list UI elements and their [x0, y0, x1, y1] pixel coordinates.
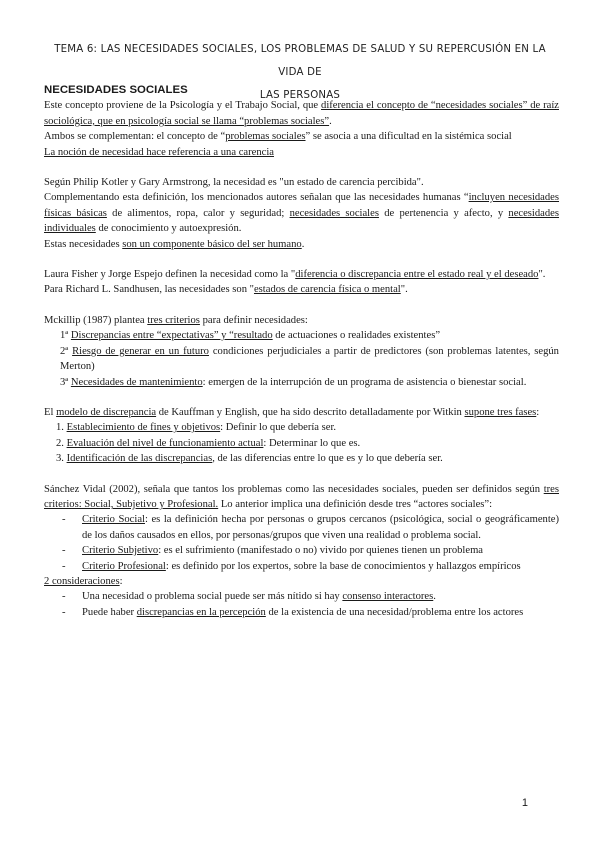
- list-item: - Una necesidad o problema social puede ser más nítido si hay consenso interactores.: [62, 591, 436, 603]
- list-item: - Puede haber discrepancias en la percepción de la existencia de una necesidad/problema entre los actores: [62, 606, 524, 618]
- list-item: 3. Identificación de las discrepancias, de las diferencias entre lo que es y lo que debería ser.: [56, 453, 443, 465]
- paragraph-human-needs: Complementando esta definición, los mencionados autores señalan que las necesidades humanas “incluyen necesidades físicas básicas de alimentos, ropa, calor y seguridad; necesidades sociales de pertenencia y afecto, y necesidades individuales de conocimiento y autoexpresión.: [44, 192, 560, 235]
- section-heading: NECESIDADES SOCIALES: [44, 84, 188, 96]
- paragraph-considerations: 2 consideraciones:: [44, 575, 123, 587]
- list-item: 1ª Discrepancias entre “expectativas” y “resultado de actuaciones o realidades existentes”: [60, 330, 441, 342]
- list-item: - Criterio Profesional: es definido por los expertos, sobre la base de conocimientos y hallazgos empíricos: [62, 560, 521, 572]
- paragraph-complement: Ambos se complementan: el concepto de “problemas sociales” se asocia a una dificultad en la sistémica social: [44, 131, 512, 143]
- paragraph-sanchez-vidal: Sánchez Vidal (2002), señala que tantos los problemas como las necesidades sociales, pueden ser definidos según tres criterios: Social, Subjetivo y Profesional. Lo anterior implica una definición desde tres “actores sociales”:: [44, 483, 559, 510]
- list-item: 2ª Riesgo de generar en un futuro condiciones perjudiciales a partir de predictores (son problemas latentes, según Merton): [60, 345, 559, 373]
- list-item: 3ª Necesidades de mantenimiento: emergen de la interrupción de un programa de asistencia o bienestar social.: [60, 376, 527, 388]
- list-item: 1. Establecimiento de fines y objetivos: Definir lo que debería ser.: [56, 422, 337, 434]
- list-item: - Criterio Social: es la definición hecha por personas o grupos cercanos (psicológica, social o geográficamente) de los daños causados en ellos, por personas/grupos que viven una realidad o problema social.: [62, 514, 559, 541]
- title-line-2: LAS PERSONAS: [259, 90, 341, 101]
- paragraph-kotler: Según Philip Kotler y Gary Armstrong, la necesidad es "un estado de carencia percibida".: [44, 177, 424, 189]
- paragraph-discrepancy-model: El modelo de discrepancia de Kauffman y English, que ha sido descrito detalladamente por Witkin supone tres fases:: [44, 406, 540, 418]
- title-line-1: TEMA 6: LAS NECESIDADES SOCIALES, LOS PROBLEMAS DE SALUD Y SU REPERCUSIÓN EN LA VIDA DE: [54, 44, 546, 78]
- paragraph-mckillip: Mckillip (1987) plantea tres criterios para definir necesidades:: [44, 314, 308, 326]
- paragraph-fisher: Laura Fisher y Jorge Espejo definen la necesidad como la "diferencia o discrepancia entre el estado real y el deseado".: [44, 269, 546, 281]
- page-number: 1: [521, 797, 528, 809]
- paragraph-sandhusen: Para Richard L. Sandhusen, las necesidades son "estados de carencia física o mental".: [44, 284, 408, 296]
- paragraph-basic-component: Estas necesidades son un componente básico del ser humano.: [44, 238, 305, 250]
- document-body: [44, 83, 559, 620]
- paragraph-carencia: La noción de necesidad hace referencia a una carencia: [44, 146, 274, 158]
- list-item: 2. Evaluación del nivel de funcionamiento actual: Determinar lo que es.: [56, 437, 361, 449]
- paragraph-origin: Este concepto proviene de la Psicología y el Trabajo Social, que diferencia el concepto de “necesidades sociales” de raíz sociológica, que en psicología social se llama “problemas sociales”.: [44, 100, 559, 127]
- list-item: - Criterio Subjetivo: es el sufrimiento (manifestado o no) vivido por quienes tienen un problema: [62, 545, 484, 557]
